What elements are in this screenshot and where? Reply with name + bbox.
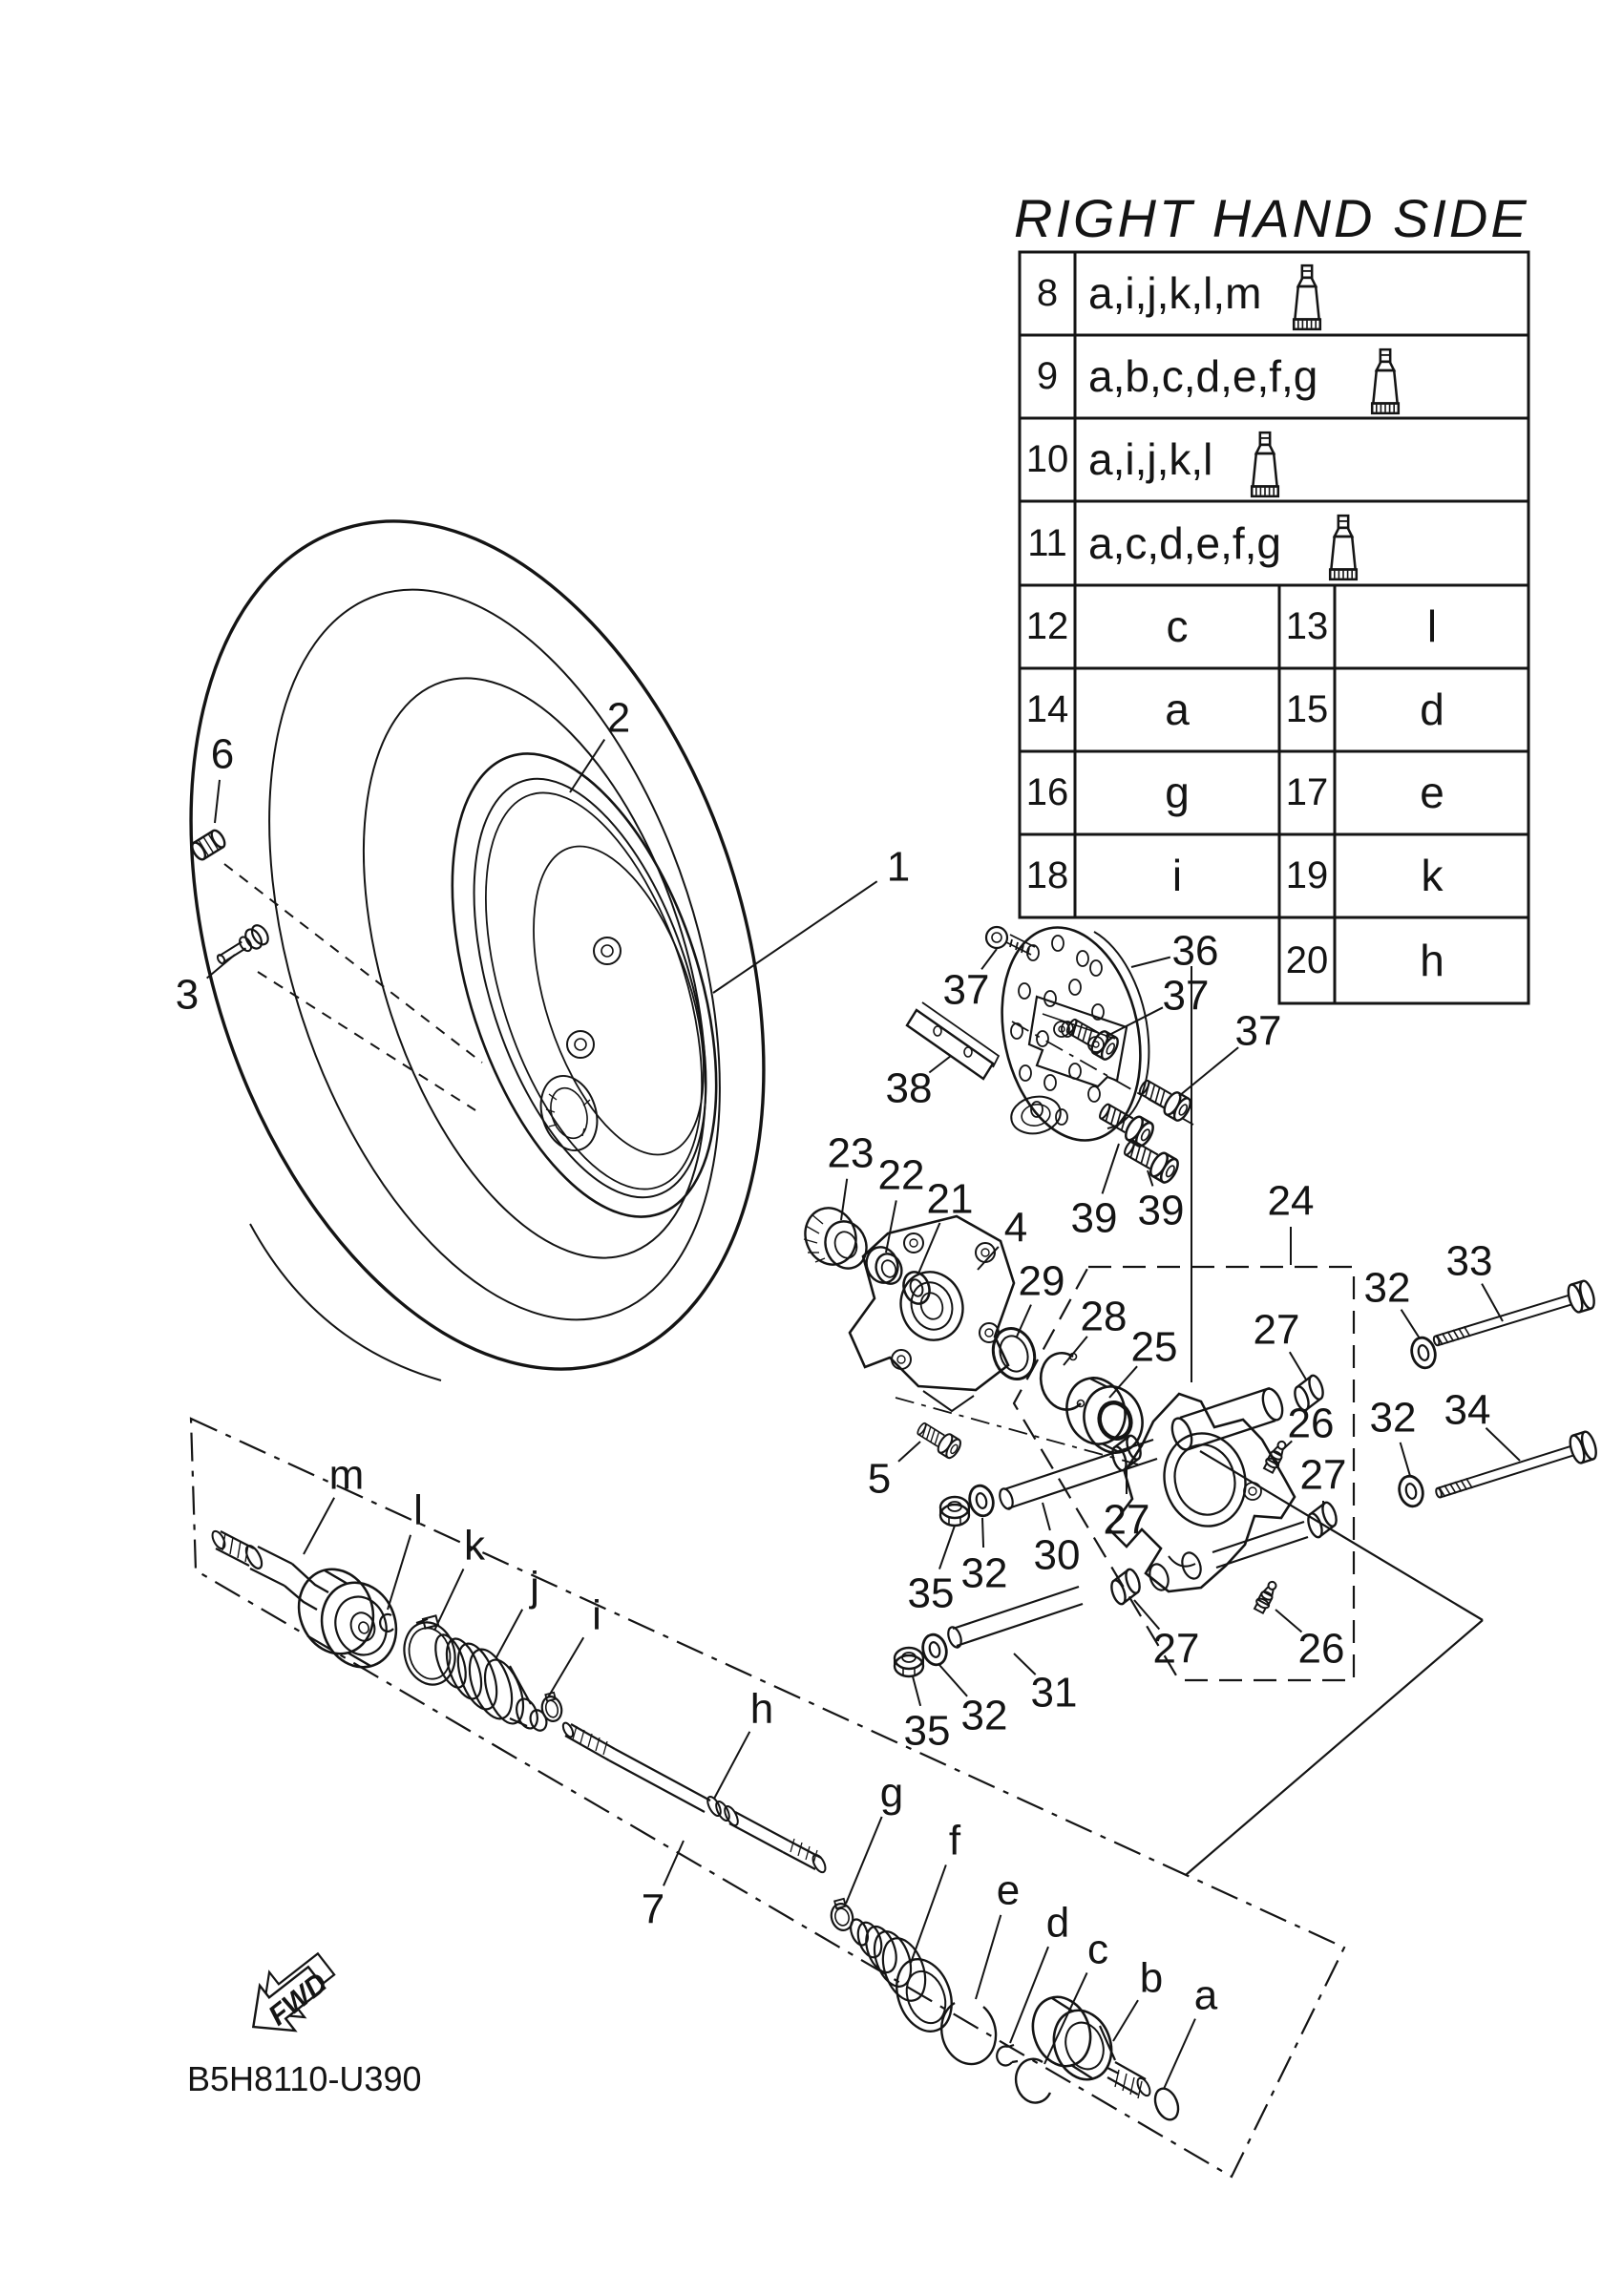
- washer: [966, 1483, 996, 1518]
- leader-line: [886, 1200, 896, 1253]
- row14-val: a: [1165, 685, 1190, 734]
- row9-num: 9: [1036, 355, 1059, 397]
- callout-label-32: 32: [1369, 1394, 1417, 1442]
- callout-label-37: 37: [942, 966, 990, 1014]
- callout-label-7: 7: [641, 1885, 665, 1933]
- callout-label-27: 27: [1152, 1625, 1200, 1673]
- callout-label-e: e: [996, 1866, 1021, 1914]
- axle-cap: [797, 1201, 873, 1274]
- callout-label-2: 2: [606, 694, 631, 742]
- table-right-hand-side: [1014, 188, 1529, 1003]
- callout-label-26: 26: [1287, 1400, 1335, 1447]
- leader-line: [1064, 1337, 1087, 1365]
- valve-stem: [213, 922, 271, 969]
- callout-label-21: 21: [926, 1175, 974, 1223]
- row15-num: 15: [1285, 688, 1329, 730]
- leader-line: [939, 1526, 955, 1569]
- callout-label-3: 3: [175, 971, 200, 1019]
- row8-num: 8: [1036, 272, 1059, 314]
- row19-num: 19: [1285, 854, 1329, 896]
- callout-label-39: 39: [1070, 1194, 1118, 1242]
- row17-num: 17: [1285, 771, 1329, 813]
- row18-num: 18: [1025, 854, 1069, 896]
- grease-nipple: [1262, 1439, 1289, 1474]
- callout-label-g: g: [879, 1769, 904, 1817]
- small-clip: [997, 2045, 1018, 2065]
- row11-letters: a,c,d,e,f,g: [1088, 518, 1282, 568]
- callout-label-36: 36: [1171, 927, 1219, 975]
- valve-cap: [190, 829, 227, 862]
- callout-label-31: 31: [1030, 1669, 1078, 1717]
- row9-letters: a,b,c,d,e,f,g: [1088, 351, 1318, 401]
- grease-tube-icon: [1252, 432, 1278, 496]
- circlip: [1016, 2059, 1050, 2103]
- row10-letters: a,i,j,k,l: [1088, 434, 1213, 484]
- callout-label-f: f: [948, 1817, 961, 1864]
- wheel-stud: [594, 937, 621, 964]
- callout-label-25: 25: [1130, 1323, 1178, 1371]
- wheel-stud: [567, 1031, 594, 1058]
- leader-line: [388, 1535, 411, 1610]
- callout-label-24: 24: [1267, 1177, 1315, 1225]
- valve-align-dash: [224, 864, 482, 1063]
- leader-line: [1109, 1366, 1137, 1398]
- callout-label-35: 35: [903, 1707, 951, 1755]
- valve-align-dash: [258, 972, 475, 1110]
- callout-label-27: 27: [1299, 1451, 1347, 1499]
- callout-label-38: 38: [885, 1064, 933, 1112]
- caliper-bolt: [1096, 1099, 1157, 1149]
- callout-label-h: h: [749, 1685, 774, 1733]
- leader-line: [1043, 1503, 1050, 1530]
- callout-label-m: m: [328, 1451, 365, 1499]
- pivot-bolt: [1432, 1430, 1598, 1507]
- callout-label-27: 27: [1253, 1306, 1300, 1354]
- axle-shaft: [561, 1721, 828, 1874]
- row13-num: 13: [1285, 605, 1329, 647]
- inner-cv-joint: [210, 1529, 408, 1677]
- callout-label-29: 29: [1018, 1257, 1065, 1305]
- callout-label-i: i: [592, 1591, 601, 1639]
- boot-clamp-small: [539, 1693, 564, 1723]
- wheel-hub: [850, 1216, 1014, 1411]
- cv-boot-outer: [848, 1917, 961, 2039]
- leader-line: [664, 1841, 684, 1885]
- hub-nut: [861, 1243, 905, 1288]
- leader-line: [215, 780, 220, 823]
- row11-num: 11: [1027, 522, 1067, 564]
- row14-num: 14: [1025, 688, 1069, 730]
- leader-line: [1010, 1947, 1048, 2043]
- callout-label-23: 23: [827, 1129, 875, 1177]
- leader-line: [1044, 1972, 1087, 2064]
- flange-nut: [895, 1648, 923, 1676]
- callout-label-d: d: [1045, 1899, 1070, 1947]
- leader-line: [1164, 2019, 1195, 2089]
- circlip: [1041, 1353, 1084, 1409]
- fwd-label: FWD: [263, 1967, 334, 2033]
- row8-letters: a,i,j,k,l,m: [1088, 268, 1262, 318]
- leader-line: [1017, 1305, 1031, 1337]
- grease-tube-icon: [1372, 349, 1399, 413]
- callout-label-6: 6: [210, 730, 235, 778]
- leader-line: [207, 955, 235, 979]
- callout-label-l: l: [413, 1486, 423, 1534]
- leader-line: [434, 1569, 463, 1631]
- callout-layer: [176, 695, 1520, 2090]
- leader-line: [982, 1518, 983, 1548]
- pivot-shaft-upper: [998, 1386, 1286, 1510]
- flange-nut: [940, 1497, 969, 1526]
- row12-num: 12: [1025, 605, 1069, 647]
- row16-num: 16: [1025, 771, 1069, 813]
- leader-line: [976, 1915, 1001, 1999]
- leader-line: [548, 1637, 583, 1697]
- leader-line: [898, 1442, 920, 1462]
- leader-line: [1401, 1443, 1410, 1476]
- row20-val: h: [1420, 936, 1444, 985]
- hub-bolt: [914, 1419, 962, 1461]
- tire-and-wheel: [90, 448, 865, 1443]
- callout-label-32: 32: [1363, 1264, 1411, 1312]
- callout-label-c: c: [1087, 1926, 1108, 1973]
- callout-label-22: 22: [877, 1151, 925, 1199]
- callout-label-32: 32: [960, 1549, 1008, 1597]
- callout-label-34: 34: [1444, 1386, 1491, 1434]
- washer: [1396, 1473, 1425, 1508]
- callout-label-32: 32: [960, 1692, 1008, 1739]
- outer-cv-joint: [1023, 1989, 1152, 2098]
- grease-tube-icon: [1330, 516, 1357, 579]
- leader-line: [1402, 1310, 1420, 1338]
- row12-val: c: [1166, 601, 1189, 651]
- fwd-arrow: [236, 1942, 344, 2050]
- row16-val: g: [1165, 768, 1190, 817]
- leader-line: [496, 1610, 522, 1657]
- caliper-bracket: [1029, 997, 1127, 1086]
- row15-val: d: [1420, 685, 1444, 734]
- end-cap: [1150, 2085, 1182, 2123]
- table-title: RIGHT HAND SIDE: [1014, 188, 1529, 248]
- callout-label-37: 37: [1234, 1007, 1282, 1055]
- row13-val: l: [1426, 601, 1438, 651]
- callout-label-5: 5: [867, 1455, 892, 1503]
- grease-nipple: [1253, 1579, 1279, 1614]
- callout-label-a: a: [1193, 1971, 1218, 2019]
- row10-num: 10: [1025, 438, 1069, 480]
- row18-val: i: [1171, 851, 1183, 900]
- disc-bolt: [1135, 1075, 1193, 1123]
- pivot-bolt: [1430, 1279, 1597, 1355]
- row17-val: e: [1420, 768, 1444, 817]
- leader-line: [846, 1817, 882, 1904]
- callout-label-k: k: [464, 1522, 485, 1569]
- row20-num: 20: [1285, 939, 1329, 981]
- callout-label-j: j: [530, 1563, 539, 1611]
- leader-line: [713, 881, 877, 993]
- leader-line: [1482, 1284, 1503, 1321]
- leader-line: [1113, 2000, 1138, 2041]
- callout-label-1: 1: [886, 843, 911, 891]
- callout-label-28: 28: [1080, 1293, 1128, 1340]
- drawing-code: B5H8110-U390: [187, 2059, 422, 2098]
- callout-label-27: 27: [1103, 1496, 1150, 1544]
- callout-label-30: 30: [1033, 1531, 1081, 1579]
- callout-label-b: b: [1139, 1954, 1164, 2002]
- callout-label-4: 4: [1003, 1204, 1028, 1252]
- collar: [1107, 1568, 1145, 1606]
- leader-line: [911, 1864, 946, 1963]
- callout-label-37: 37: [1162, 972, 1210, 1020]
- leader-line: [929, 1056, 951, 1072]
- leader-line: [1486, 1428, 1520, 1461]
- grease-tube-icon: [1294, 265, 1320, 329]
- leader-line: [913, 1676, 920, 1706]
- leader-line: [1131, 958, 1170, 967]
- row19-val: k: [1421, 851, 1444, 900]
- callout-label-39: 39: [1137, 1187, 1185, 1234]
- leader-line: [714, 1732, 749, 1799]
- callout-label-33: 33: [1445, 1237, 1493, 1285]
- callout-label-35: 35: [907, 1569, 955, 1617]
- leader-line: [1179, 1047, 1238, 1096]
- callout-label-26: 26: [1297, 1625, 1345, 1673]
- leader-line: [304, 1498, 334, 1554]
- leader-line: [1290, 1352, 1306, 1380]
- leader-line: [1103, 1144, 1119, 1193]
